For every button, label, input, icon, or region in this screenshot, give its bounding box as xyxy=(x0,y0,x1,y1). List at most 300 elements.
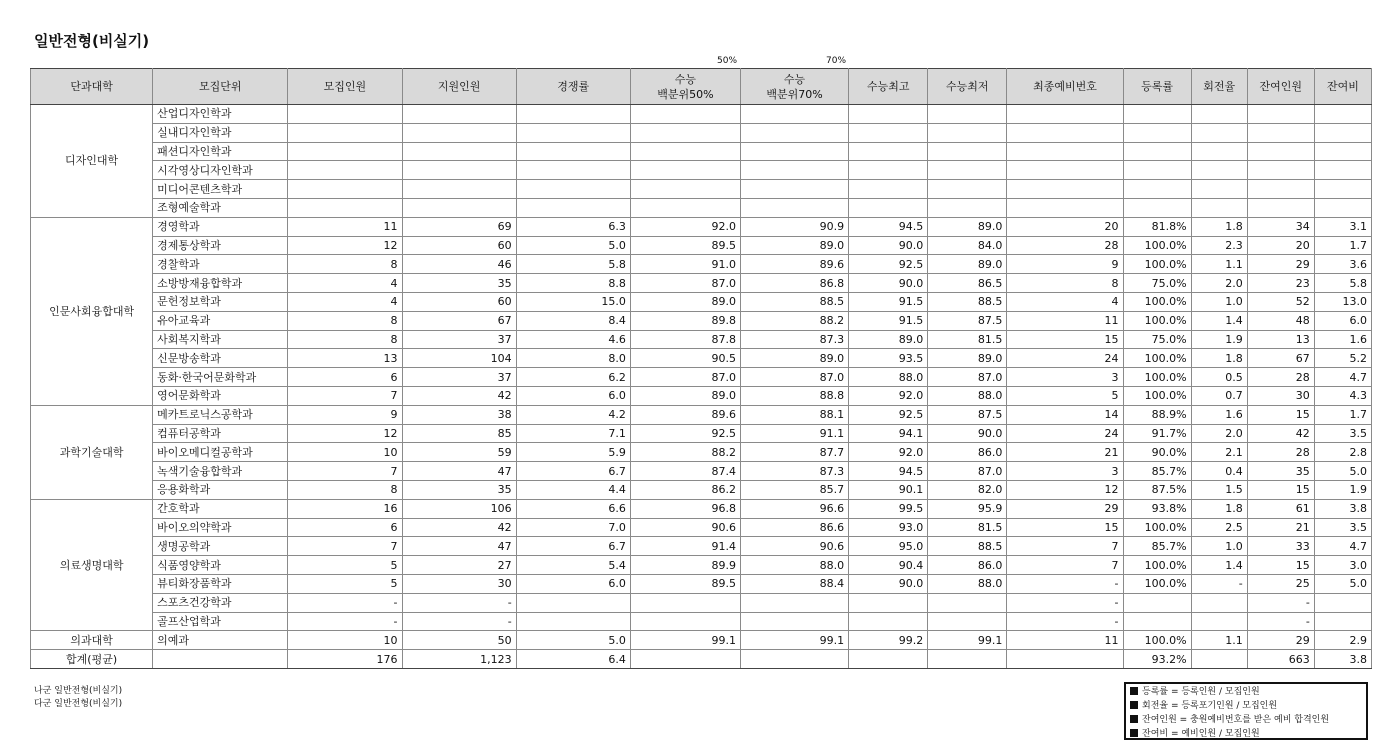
cell-remaining-ratio: 4.7 xyxy=(1314,368,1371,387)
cell-p70: 88.0 xyxy=(740,556,848,575)
cell-waitlist: 11 xyxy=(1007,631,1123,650)
cell-p70 xyxy=(740,161,848,180)
cell-p50 xyxy=(630,612,740,631)
cell-dept: 경영학과 xyxy=(153,217,288,236)
cell-min: 89.0 xyxy=(928,217,1007,236)
cell-reg-rate: 100.0% xyxy=(1123,574,1191,593)
table-row xyxy=(31,236,1372,255)
cell-p50: 92.0 xyxy=(630,217,740,236)
cell-ratio: 8.0 xyxy=(516,349,630,368)
cell-reg-rate: 100.0% xyxy=(1123,349,1191,368)
cell-min xyxy=(928,161,1007,180)
cell-quota: 5 xyxy=(288,574,402,593)
cell-waitlist: 15 xyxy=(1007,330,1123,349)
cell-quota: 7 xyxy=(288,462,402,481)
cell-remaining: 42 xyxy=(1247,424,1314,443)
cell-p50: 96.8 xyxy=(630,499,740,518)
cell-p70: 86.6 xyxy=(740,518,848,537)
total-cell xyxy=(630,650,740,669)
cell-remaining: 67 xyxy=(1247,349,1314,368)
cell-quota: 4 xyxy=(288,292,402,311)
cell-waitlist xyxy=(1007,180,1123,199)
col-header-quota[interactable]: 모집인원 xyxy=(288,69,402,105)
cell-reg-rate: 75.0% xyxy=(1123,274,1191,293)
cell-reg-rate xyxy=(1123,198,1191,217)
cell-quota: 5 xyxy=(288,556,402,575)
cell-applicants: 59 xyxy=(402,443,516,462)
cell-reg-rate: 87.5% xyxy=(1123,480,1191,499)
college-cell: 의과대학 xyxy=(31,631,153,650)
cell-remaining: 20 xyxy=(1247,236,1314,255)
cell-p70: 89.0 xyxy=(740,349,848,368)
cell-ratio xyxy=(516,142,630,161)
cell-dept: 바이오의약학과 xyxy=(153,518,288,537)
col-header-p70[interactable] xyxy=(740,69,848,105)
cell-p70 xyxy=(740,593,848,612)
cell-waitlist: 14 xyxy=(1007,405,1123,424)
cell-dept: 생명공학과 xyxy=(153,537,288,556)
cell-max xyxy=(849,142,928,161)
cell-ratio: 6.6 xyxy=(516,499,630,518)
cell-applicants: 30 xyxy=(402,574,516,593)
cell-reg-rate: 75.0% xyxy=(1123,330,1191,349)
cell-max xyxy=(849,593,928,612)
cell-remaining-ratio: 3.5 xyxy=(1314,424,1371,443)
table-row xyxy=(31,518,1372,537)
cell-turnover: 1.1 xyxy=(1191,255,1247,274)
cell-dept: 시각영상디자인학과 xyxy=(153,161,288,180)
cell-max xyxy=(849,105,928,124)
cell-waitlist xyxy=(1007,105,1123,124)
cell-min: 87.0 xyxy=(928,368,1007,387)
cell-p50: 89.5 xyxy=(630,574,740,593)
cell-turnover: 1.8 xyxy=(1191,217,1247,236)
table-row xyxy=(31,274,1372,293)
cell-turnover xyxy=(1191,198,1247,217)
cell-dept: 미디어콘텐츠학과 xyxy=(153,180,288,199)
cell-p50: 91.0 xyxy=(630,255,740,274)
cell-remaining-ratio: 6.0 xyxy=(1314,311,1371,330)
square-bullet-icon xyxy=(1130,687,1138,695)
cell-remaining xyxy=(1247,198,1314,217)
cell-p70 xyxy=(740,180,848,199)
cell-reg-rate xyxy=(1123,123,1191,142)
cell-reg-rate: 100.0% xyxy=(1123,631,1191,650)
cell-max xyxy=(849,198,928,217)
cell-min: 86.5 xyxy=(928,274,1007,293)
cell-p50: 91.4 xyxy=(630,537,740,556)
cell-ratio xyxy=(516,593,630,612)
square-bullet-icon xyxy=(1130,729,1138,737)
total-cell xyxy=(849,650,928,669)
cell-turnover: 0.5 xyxy=(1191,368,1247,387)
cell-p70: 87.7 xyxy=(740,443,848,462)
table-row xyxy=(31,631,1372,650)
cell-remaining xyxy=(1247,105,1314,124)
cell-ratio: 7.0 xyxy=(516,518,630,537)
cell-remaining-ratio xyxy=(1314,180,1371,199)
cell-applicants: 35 xyxy=(402,480,516,499)
table-row xyxy=(31,556,1372,575)
cell-waitlist: 7 xyxy=(1007,556,1123,575)
cell-remaining-ratio: 3.8 xyxy=(1314,499,1371,518)
cell-ratio xyxy=(516,123,630,142)
cell-reg-rate: 100.0% xyxy=(1123,255,1191,274)
table-row xyxy=(31,142,1372,161)
cell-remaining-ratio xyxy=(1314,105,1371,124)
cell-waitlist: 5 xyxy=(1007,386,1123,405)
cell-p70: 89.6 xyxy=(740,255,848,274)
cell-waitlist: 3 xyxy=(1007,462,1123,481)
square-bullet-icon xyxy=(1130,715,1138,723)
table-row xyxy=(31,180,1372,199)
cell-dept: 식품영양학과 xyxy=(153,556,288,575)
cell-max: 91.5 xyxy=(849,292,928,311)
cell-remaining: 13 xyxy=(1247,330,1314,349)
college-cell: 디자인대학 xyxy=(31,105,153,218)
cell-remaining: - xyxy=(1247,612,1314,631)
cell-waitlist xyxy=(1007,161,1123,180)
cell-ratio: 6.7 xyxy=(516,537,630,556)
cell-turnover xyxy=(1191,180,1247,199)
cell-min: 81.5 xyxy=(928,330,1007,349)
cell-waitlist: 8 xyxy=(1007,274,1123,293)
cell-waitlist: 15 xyxy=(1007,518,1123,537)
cell-p50 xyxy=(630,123,740,142)
cell-applicants: 85 xyxy=(402,424,516,443)
cell-remaining xyxy=(1247,180,1314,199)
table-row xyxy=(31,612,1372,631)
cell-applicants: 42 xyxy=(402,518,516,537)
cell-applicants: 106 xyxy=(402,499,516,518)
cell-p70: 85.7 xyxy=(740,480,848,499)
cell-min: 95.9 xyxy=(928,499,1007,518)
cell-dept: 경찰학과 xyxy=(153,255,288,274)
college-cell: 의료생명대학 xyxy=(31,499,153,631)
col-header-p70-line2: 백분위70% xyxy=(766,87,823,101)
legend-text: 잔여비 = 예비인원 / 모집인원 xyxy=(1142,729,1260,739)
cell-p50: 89.0 xyxy=(630,386,740,405)
col-header-remaining-ratio[interactable]: 잔여비 xyxy=(1314,69,1371,105)
cell-waitlist: 29 xyxy=(1007,499,1123,518)
cell-turnover xyxy=(1191,142,1247,161)
cell-reg-rate: 90.0% xyxy=(1123,443,1191,462)
cell-ratio xyxy=(516,180,630,199)
cell-reg-rate xyxy=(1123,105,1191,124)
cell-remaining: 23 xyxy=(1247,274,1314,293)
cell-remaining xyxy=(1247,142,1314,161)
cell-reg-rate: 85.7% xyxy=(1123,462,1191,481)
cell-dept: 메카트로닉스공학과 xyxy=(153,405,288,424)
cell-dept: 소방방재융합학과 xyxy=(153,274,288,293)
legend-item xyxy=(1130,699,1362,713)
cell-quota: 12 xyxy=(288,424,402,443)
cell-ratio: 7.1 xyxy=(516,424,630,443)
cell-turnover: 1.0 xyxy=(1191,537,1247,556)
cell-dept: 조형예술학과 xyxy=(153,198,288,217)
table-row xyxy=(31,311,1372,330)
cell-remaining-ratio: 1.9 xyxy=(1314,480,1371,499)
cell-quota xyxy=(288,161,402,180)
cell-p70: 96.6 xyxy=(740,499,848,518)
cell-remaining-ratio xyxy=(1314,198,1371,217)
total-cell xyxy=(1007,650,1123,669)
cell-waitlist: 3 xyxy=(1007,368,1123,387)
cell-p50 xyxy=(630,161,740,180)
col-header-applicants[interactable]: 지원인원 xyxy=(402,69,516,105)
cell-max: 99.2 xyxy=(849,631,928,650)
cell-p70 xyxy=(740,105,848,124)
total-row xyxy=(31,650,1372,669)
cell-applicants xyxy=(402,105,516,124)
cell-dept: 사회복지학과 xyxy=(153,330,288,349)
cell-max: 91.5 xyxy=(849,311,928,330)
cell-dept: 스포츠건강학과 xyxy=(153,593,288,612)
table-row xyxy=(31,405,1372,424)
percentile-70-label: 70% xyxy=(826,56,847,66)
legend-item xyxy=(1130,685,1362,699)
col-header-turnover[interactable]: 회전율 xyxy=(1191,69,1247,105)
cell-quota xyxy=(288,198,402,217)
cell-quota: 8 xyxy=(288,480,402,499)
cell-max: 95.0 xyxy=(849,537,928,556)
cell-reg-rate: 88.9% xyxy=(1123,405,1191,424)
cell-remaining: 29 xyxy=(1247,255,1314,274)
cell-min xyxy=(928,142,1007,161)
table-body xyxy=(31,105,1372,669)
cell-ratio xyxy=(516,198,630,217)
cell-turnover: 1.8 xyxy=(1191,349,1247,368)
cell-waitlist: 28 xyxy=(1007,236,1123,255)
total-cell: 93.2% xyxy=(1123,650,1191,669)
cell-remaining: 30 xyxy=(1247,386,1314,405)
cell-turnover xyxy=(1191,612,1247,631)
cell-quota: 13 xyxy=(288,349,402,368)
cell-p50: 89.5 xyxy=(630,236,740,255)
cell-p50: 87.4 xyxy=(630,462,740,481)
cell-p70 xyxy=(740,198,848,217)
cell-max xyxy=(849,161,928,180)
cell-reg-rate: 100.0% xyxy=(1123,386,1191,405)
col-header-max[interactable]: 수능최고 xyxy=(849,69,928,105)
col-header-min[interactable]: 수능최저 xyxy=(928,69,1007,105)
col-header-dept[interactable]: 모집단위 xyxy=(153,69,288,105)
total-cell: 6.4 xyxy=(516,650,630,669)
cell-reg-rate: 81.8% xyxy=(1123,217,1191,236)
cell-remaining xyxy=(1247,161,1314,180)
table-row xyxy=(31,537,1372,556)
admission-results-table xyxy=(30,68,1372,669)
table-row xyxy=(31,198,1372,217)
col-header-p50[interactable] xyxy=(630,69,740,105)
cell-max: 92.0 xyxy=(849,386,928,405)
cell-reg-rate: 100.0% xyxy=(1123,236,1191,255)
cell-dept: 실내디자인학과 xyxy=(153,123,288,142)
cell-p70 xyxy=(740,123,848,142)
cell-max: 90.1 xyxy=(849,480,928,499)
cell-quota: - xyxy=(288,612,402,631)
cell-reg-rate xyxy=(1123,161,1191,180)
cell-applicants: 69 xyxy=(402,217,516,236)
cell-ratio: 6.0 xyxy=(516,574,630,593)
cell-remaining-ratio: 3.1 xyxy=(1314,217,1371,236)
cell-min xyxy=(928,123,1007,142)
cell-remaining-ratio xyxy=(1314,612,1371,631)
cell-min: 87.5 xyxy=(928,405,1007,424)
col-header-remaining[interactable]: 잔여인원 xyxy=(1247,69,1314,105)
cell-waitlist: 21 xyxy=(1007,443,1123,462)
cell-min xyxy=(928,612,1007,631)
cell-min: 99.1 xyxy=(928,631,1007,650)
cell-quota: 7 xyxy=(288,537,402,556)
cell-applicants: 50 xyxy=(402,631,516,650)
cell-p50: 89.8 xyxy=(630,311,740,330)
cell-applicants xyxy=(402,142,516,161)
total-cell xyxy=(153,650,288,669)
total-cell: 3.8 xyxy=(1314,650,1371,669)
total-cell: 1,123 xyxy=(402,650,516,669)
cell-max xyxy=(849,123,928,142)
cell-applicants: 38 xyxy=(402,405,516,424)
cell-waitlist: - xyxy=(1007,593,1123,612)
header-row xyxy=(31,69,1372,105)
notes xyxy=(34,685,122,711)
cell-quota: 6 xyxy=(288,368,402,387)
cell-p70: 86.8 xyxy=(740,274,848,293)
cell-min: 88.0 xyxy=(928,574,1007,593)
cell-waitlist: - xyxy=(1007,574,1123,593)
cell-applicants: - xyxy=(402,612,516,631)
cell-remaining-ratio: 3.0 xyxy=(1314,556,1371,575)
cell-p50: 87.8 xyxy=(630,330,740,349)
cell-turnover: 0.4 xyxy=(1191,462,1247,481)
cell-ratio: 6.3 xyxy=(516,217,630,236)
cell-remaining: 35 xyxy=(1247,462,1314,481)
cell-quota: 16 xyxy=(288,499,402,518)
table-row xyxy=(31,386,1372,405)
page-title: 일반전형(비실기) xyxy=(34,32,150,50)
cell-waitlist: - xyxy=(1007,612,1123,631)
legend-box xyxy=(1124,682,1368,740)
cell-ratio xyxy=(516,161,630,180)
cell-p50 xyxy=(630,142,740,161)
cell-applicants xyxy=(402,161,516,180)
cell-waitlist: 24 xyxy=(1007,349,1123,368)
cell-remaining: 28 xyxy=(1247,368,1314,387)
cell-quota xyxy=(288,105,402,124)
cell-max: 93.5 xyxy=(849,349,928,368)
cell-applicants: 47 xyxy=(402,537,516,556)
cell-turnover xyxy=(1191,161,1247,180)
cell-max: 90.0 xyxy=(849,274,928,293)
cell-remaining: 15 xyxy=(1247,556,1314,575)
cell-reg-rate xyxy=(1123,593,1191,612)
col-header-ratio[interactable]: 경쟁률 xyxy=(516,69,630,105)
college-cell: 인문사회융합대학 xyxy=(31,217,153,405)
cell-min: 89.0 xyxy=(928,349,1007,368)
cell-remaining: 25 xyxy=(1247,574,1314,593)
cell-remaining: 34 xyxy=(1247,217,1314,236)
cell-dept: 뷰티화장품학과 xyxy=(153,574,288,593)
cell-turnover: 2.1 xyxy=(1191,443,1247,462)
cell-ratio xyxy=(516,105,630,124)
cell-dept: 유아교육과 xyxy=(153,311,288,330)
col-header-waitlist[interactable]: 최종예비번호 xyxy=(1007,69,1123,105)
table-row xyxy=(31,217,1372,236)
cell-reg-rate xyxy=(1123,612,1191,631)
cell-max: 99.5 xyxy=(849,499,928,518)
cell-max xyxy=(849,612,928,631)
table-row xyxy=(31,292,1372,311)
cell-dept: 문헌정보학과 xyxy=(153,292,288,311)
cell-p50: 90.5 xyxy=(630,349,740,368)
cell-remaining-ratio xyxy=(1314,593,1371,612)
cell-remaining xyxy=(1247,123,1314,142)
cell-remaining-ratio: 13.0 xyxy=(1314,292,1371,311)
cell-waitlist xyxy=(1007,198,1123,217)
cell-ratio: 5.0 xyxy=(516,631,630,650)
cell-max: 92.5 xyxy=(849,405,928,424)
cell-min: 88.5 xyxy=(928,292,1007,311)
table-row xyxy=(31,255,1372,274)
cell-p50: 89.6 xyxy=(630,405,740,424)
total-label: 합계(평균) xyxy=(31,650,153,669)
cell-waitlist: 24 xyxy=(1007,424,1123,443)
cell-quota xyxy=(288,180,402,199)
cell-waitlist: 7 xyxy=(1007,537,1123,556)
cell-quota: 4 xyxy=(288,274,402,293)
cell-p50 xyxy=(630,198,740,217)
cell-remaining-ratio: 3.6 xyxy=(1314,255,1371,274)
cell-min: 87.0 xyxy=(928,462,1007,481)
cell-dept: 의예과 xyxy=(153,631,288,650)
cell-ratio: 5.4 xyxy=(516,556,630,575)
cell-turnover: - xyxy=(1191,574,1247,593)
col-header-reg-rate[interactable]: 등록률 xyxy=(1123,69,1191,105)
cell-max: 90.0 xyxy=(849,236,928,255)
legend-item xyxy=(1130,713,1362,727)
cell-min: 88.5 xyxy=(928,537,1007,556)
cell-p50: 88.2 xyxy=(630,443,740,462)
cell-max: 90.0 xyxy=(849,574,928,593)
cell-max: 92.0 xyxy=(849,443,928,462)
college-cell: 과학기술대학 xyxy=(31,405,153,499)
cell-ratio: 8.4 xyxy=(516,311,630,330)
cell-turnover: 1.1 xyxy=(1191,631,1247,650)
cell-quota: 6 xyxy=(288,518,402,537)
percentile-50-label: 50% xyxy=(717,56,738,66)
cell-max: 94.5 xyxy=(849,462,928,481)
cell-dept: 응용화학과 xyxy=(153,480,288,499)
note-line: 다군 일반전형(비실기) xyxy=(34,699,123,709)
cell-p70: 88.2 xyxy=(740,311,848,330)
cell-applicants: 42 xyxy=(402,386,516,405)
cell-waitlist: 11 xyxy=(1007,311,1123,330)
cell-p70: 87.3 xyxy=(740,330,848,349)
cell-remaining-ratio: 4.7 xyxy=(1314,537,1371,556)
cell-remaining: 21 xyxy=(1247,518,1314,537)
cell-turnover: 2.0 xyxy=(1191,424,1247,443)
cell-ratio: 4.2 xyxy=(516,405,630,424)
cell-applicants: 35 xyxy=(402,274,516,293)
total-cell xyxy=(740,650,848,669)
table-row xyxy=(31,593,1372,612)
col-header-college[interactable]: 단과대학 xyxy=(31,69,153,105)
cell-min: 84.0 xyxy=(928,236,1007,255)
cell-remaining-ratio: 5.8 xyxy=(1314,274,1371,293)
cell-turnover: 1.8 xyxy=(1191,499,1247,518)
cell-waitlist xyxy=(1007,123,1123,142)
